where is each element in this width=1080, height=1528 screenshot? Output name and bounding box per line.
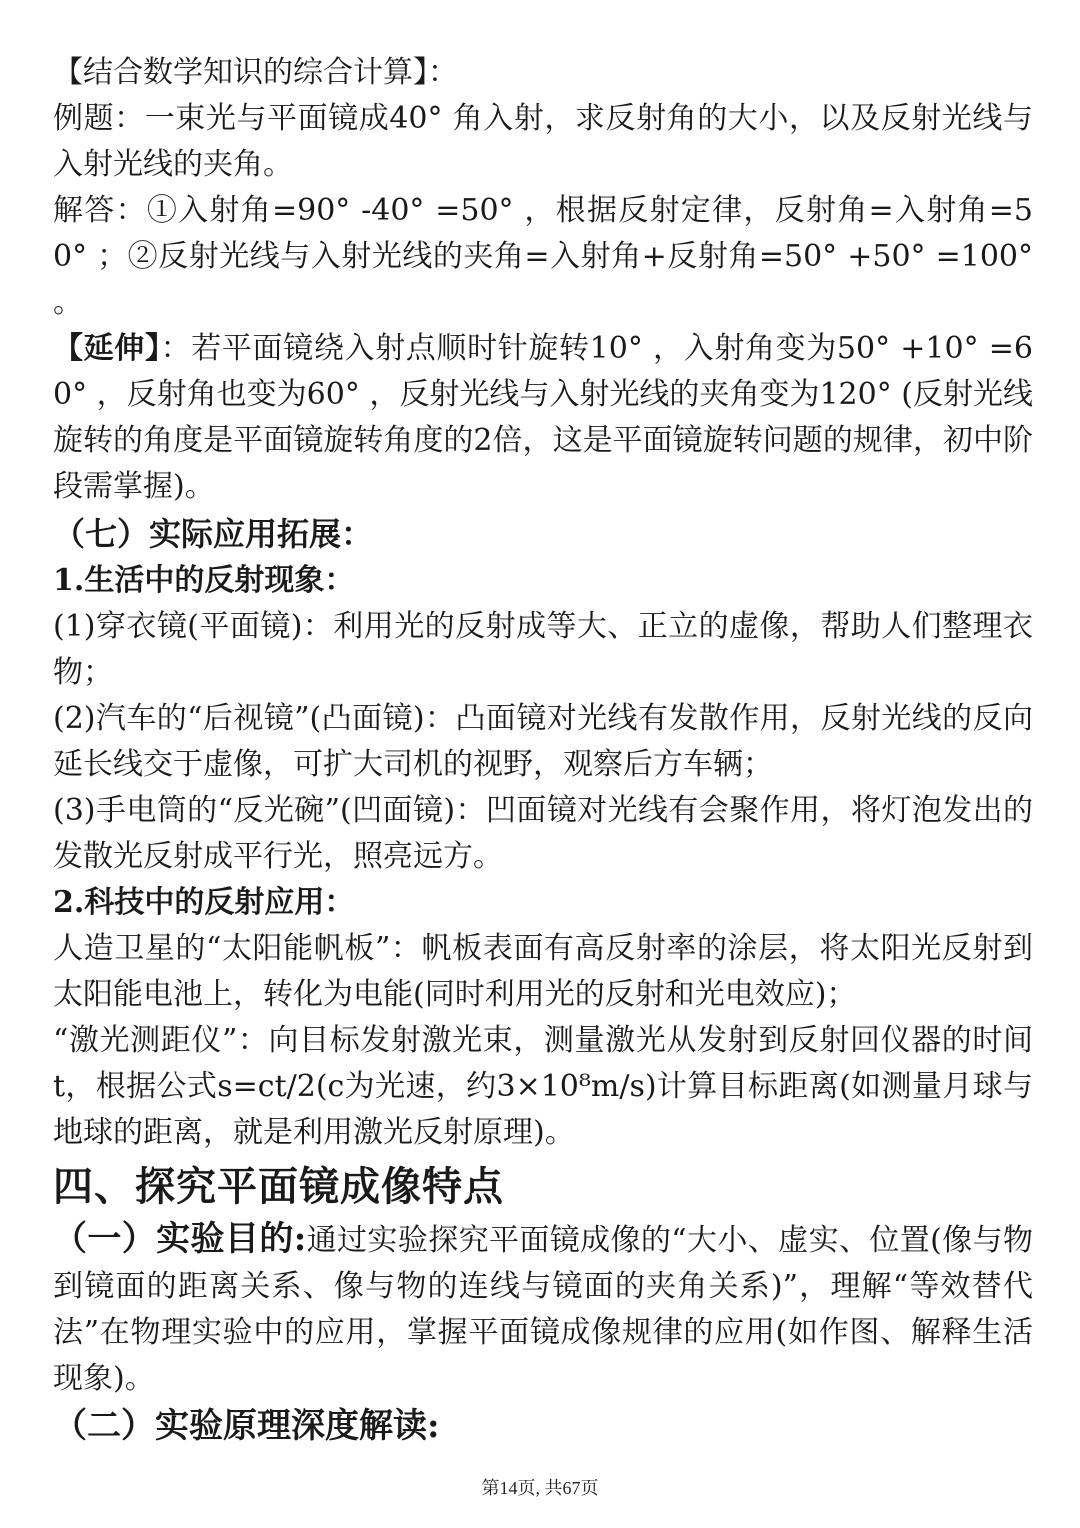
- extension-label: 【延伸】: [53, 331, 161, 366]
- life-reflection-heading: 1.生活中的反射现象：: [53, 563, 355, 598]
- tech-item-2: “激光测距仪”：向目标发射激光束，测量激光从发射到反射回仪器的时间t，根据公式s=ct/2(c为光速，约3×10⁸m/s)计算目标距离(如测量月球与地球的距离，就是利用激光反射原理)。: [53, 1023, 1033, 1150]
- purpose-paragraph: [53, 1216, 1033, 1402]
- document-page: [53, 50, 1033, 1450]
- tech-item-1: 人造卫星的“太阳能帆板”：帆板表面有高反射率的涂层，将太阳光反射到太阳能电池上，转化为电能(同时利用光的反射和光电效应)；: [53, 931, 1033, 1012]
- extension-paragraph: [53, 326, 1033, 510]
- life-item-2: (2)汽车的“后视镜”(凸面镜)：凸面镜对光线有发散作用，反射光线的反向延长线交于虚像，可扩大司机的视野，观察后方车辆；: [53, 701, 1033, 782]
- answer-text: 解答：①入射角=90° -40° =50° ，根据反射定律，反射角=入射角=50° ；②反射光线与入射光线的夹角=入射角+反射角=50° +50° =100° 。: [53, 193, 1033, 320]
- purpose-label: （一）实验目的:: [53, 1219, 307, 1259]
- calc-heading: 【结合数学知识的综合计算】：: [53, 55, 458, 90]
- life-item-3: (3)手电筒的“反光碗”(凹面镜)：凹面镜对光线有会聚作用，将灯泡发出的发散光反射成平行光，照亮远方。: [53, 793, 1033, 874]
- page-number: 第14页, 共67页: [481, 1478, 599, 1498]
- purpose-text: 通过实验探究平面镜成像的“大小、虚实、位置(像与物到镜面的距离关系、像与物的连线与镜面的夹角关系)”，理解“等效替代法”在物理实验中的应用，掌握平面镜成像规律的应用(如作图、解释生活现象)。: [53, 1223, 1033, 1396]
- tech-reflection-heading: 2.科技中的反射应用：: [53, 885, 355, 920]
- principle-heading: （二）实验原理深度解读:: [53, 1406, 440, 1446]
- section-7-heading: （七）实际应用拓展：: [53, 515, 374, 553]
- section-4-heading: 四、探究平面镜成像特点: [53, 1163, 504, 1210]
- extension-text: ：若平面镜绕入射点顺时针旋转10° ，入射角变为50° +10° =60° ，反射角也变为60° ，反射光线与入射光线的夹角变为120° (反射光线旋转的角度是平面镜旋转角度的2倍，这是平面镜旋转问题的规律，初中阶段需掌握)。: [53, 331, 1033, 504]
- life-item-1: (1)穿衣镜(平面镜)：利用光的反射成等大、正立的虚像，帮助人们整理衣物；: [53, 609, 1033, 690]
- example-text: 例题：一束光与平面镜成40° 角入射，求反射角的大小，以及反射光线与入射光线的夹角。: [53, 101, 1033, 182]
